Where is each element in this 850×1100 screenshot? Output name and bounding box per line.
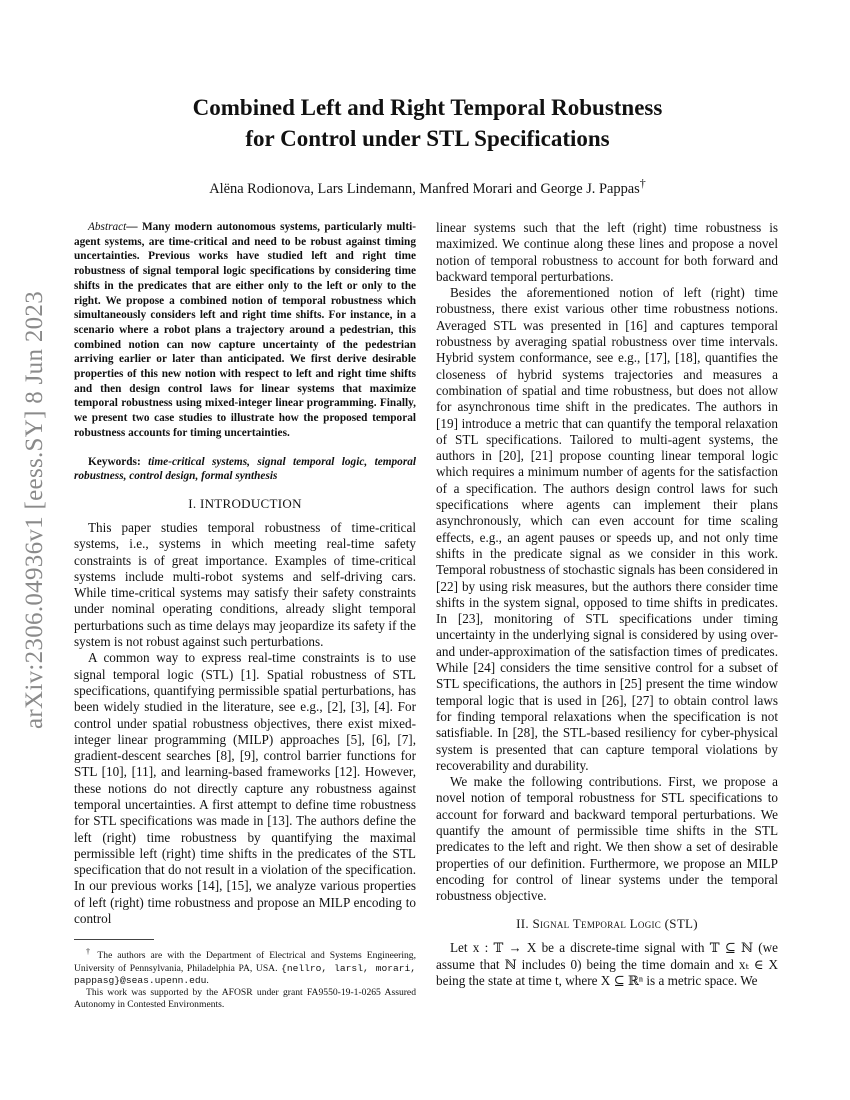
title-line-2: for Control under STL Specifications (245, 126, 610, 151)
title-line-1: Combined Left and Right Temporal Robustness (192, 95, 663, 120)
author-names: Alëna Rodionova, Lars Lindemann, Manfred Morari and George J. Pappas (209, 180, 640, 197)
author-footnote-mark: † (639, 176, 646, 190)
abstract-label: Abstract (88, 221, 127, 233)
footnote-mark: † (86, 947, 93, 957)
keywords-text: time-critical systems, signal temporal logic, temporal robustness, control design, formal synthesis (74, 455, 416, 483)
abstract (74, 220, 416, 441)
section-title-stl: Signal Temporal Logic (STL) (532, 916, 698, 932)
keywords (74, 455, 416, 484)
footnote-emails-suffix: . (206, 974, 209, 986)
footnote-affiliation-text: The authors are with the Department of Electrical and Systems Engineering, University of Pennsylvania, Philadelphia PA, USA. (74, 950, 417, 974)
right-paragraph-1: linear systems such that the left (right) time robustness is maximized. We continue along these lines and propose a novel notion of temporal robustness to account for both forward and backward temporal perturbations. (436, 220, 778, 284)
footnotes (74, 946, 416, 1010)
paper-title (75, 92, 780, 154)
footnote-affiliation (74, 946, 416, 986)
section-heading-introduction: I. INTRODUCTION (188, 495, 302, 511)
section-heading-stl (436, 916, 778, 932)
right-paragraph-2: Besides the aforementioned notion of left (right) time robustness, there exist various other time robustness notions. Averaged STL was presented in [16] and captures temporal robustness by averaging spatial robustness over time intervals. Hybrid system conformance, see e.g., [17], [18], quantifies the closeness of hybrid systems trajectories and measures a combination of spatial and time robustness, but does not allow for asynchronous time shift in the predicates. The authors in [19] introduce a metric that can quantify the temporal relaxation of STL specifications. Tailored to multi-agent systems, the authors in [20], [21] propose counting linear temporal logic which requires a minimum number of agents for the satisfaction of a specification. The authors design control laws for such specifications where agents can implement their plans asynchronously, which can even account for time scaling effects, e.g., an agent pauses or speeds up, and not only time shifts in the predicate signal as we consider in this work. Temporal robustness of stochastic signals has been considered in [22] by using risk measures, but the authors there consider time shifts in the system signal, opposed to time shifts in predicates. In [23], monitoring of STL specifications under timing uncertainty in the underlying signal is considered by using over- and under-approximation of the satisfaction times of predicates. While [24] considers the time sensitive control for a subset of STL specifications, the authors in [25] present the time window temporal logic that is used in [26], [27] to obtain control laws for finding temporal relaxations when the specification is not satisfiable. In [28], the STL-based resiliency for cyber-physical system is presented that can capture temporal violations by recoverability and durability. (436, 285, 778, 773)
author-list (75, 176, 780, 198)
introduction-body (74, 520, 416, 927)
left-column (74, 220, 416, 1011)
right-column (436, 220, 778, 989)
intro-paragraph-2: A common way to express real-time constraints is to use signal temporal logic (STL) [1]. Spatial robustness of STL specifications, quantifying permissible spatial perturbations, has been widely studied in the literature, see e.g., [2], [3], [4]. For control under spatial robustness objectives, there exist mixed-integer linear programming (MILP) approaches [5], [6], [7], gradient-descent searches [8], [9], control barrier functions for STL [10], [11], and learning-based frameworks [12]. However, these notions do not directly capture any robustness against temporal uncertainties. A first attempt to define time robustness for STL specifications was made in [13]. The authors define the left (right) time robustness by quantifying the maximal permissible left (right) time shifts in the predicates of the STL specification that do not result in a violation of the specification. In our previous works [14], [15], we analyze various properties of left (right) time robustness and propose an MILP encoding to control (74, 650, 416, 927)
stl-paragraph: Let x : 𝕋 → X be a discrete-time signal with 𝕋 ⊆ ℕ (we assume that ℕ includes 0) being the time domain and xₜ ∈ X being the state at time t, where X ⊆ ℝⁿ is a metric space. We (436, 940, 778, 989)
abstract-text: — Many modern autonomous systems, particularly multi-agent systems, are time-critical and need to be robust against timing uncertainties. Previous works have studied left and right time robustness of signal temporal logic specifications by considering time shifts in the predicates that are either only to the left or only to the right. We propose a combined notion of temporal robustness which simultaneously considers left and right time shifts. For instance, in a scenario where a robot plans a trajectory around a pedestrian, this combined notion can now capture uncertainty of the pedestrian arriving earlier or later than anticipated. We first derive desirable properties of this new notion with respect to left and right time shifts and then design control laws for linear systems that maximize temporal robustness using mixed-integer linear programming. Finally, we present two case studies to illustrate how the proposed temporal robustness accounts for timing uncertainties. (74, 221, 416, 439)
intro-paragraph-1: This paper studies temporal robustness of time-critical systems, i.e., systems in which meeting real-time safety constraints is of great importance. Examples of time-critical systems include multi-robot systems and self-driving cars. While time-critical systems may satisfy their safety constraints under nominal operating conditions, already slight temporal perturbations such as time delays may jeopardize its safety if the system is not robust against such perturbations. (74, 519, 416, 650)
footnote-funding: This work was supported by the AFOSR under grant FA9550-19-1-0265 Assured Autonomy in Contested Environments. (74, 986, 416, 1010)
arxiv-sidebar (4, 290, 66, 730)
section-number-stl: II. (516, 916, 529, 932)
footnote-emails: {nellro, larsl, morari, pappasg}@seas.upenn.edu (74, 962, 416, 986)
footnote-divider (74, 939, 154, 940)
arxiv-identifier: arXiv:2306.04936v1 [eess.SY] 8 Jun 2023 (21, 290, 48, 730)
right-paragraph-3: We make the following contributions. First, we propose a novel notion of temporal robustness for STL specifications to account for forward and backward temporal perturbations. We quantify the amount of permissible time shifts in the STL predicates to the left and right. We then show a set of desirable properties of our definition. Furthermore, we propose an MILP encoding for control of linear systems under the temporal robustness objective. (436, 774, 778, 904)
keywords-label: Keywords: (88, 455, 141, 468)
